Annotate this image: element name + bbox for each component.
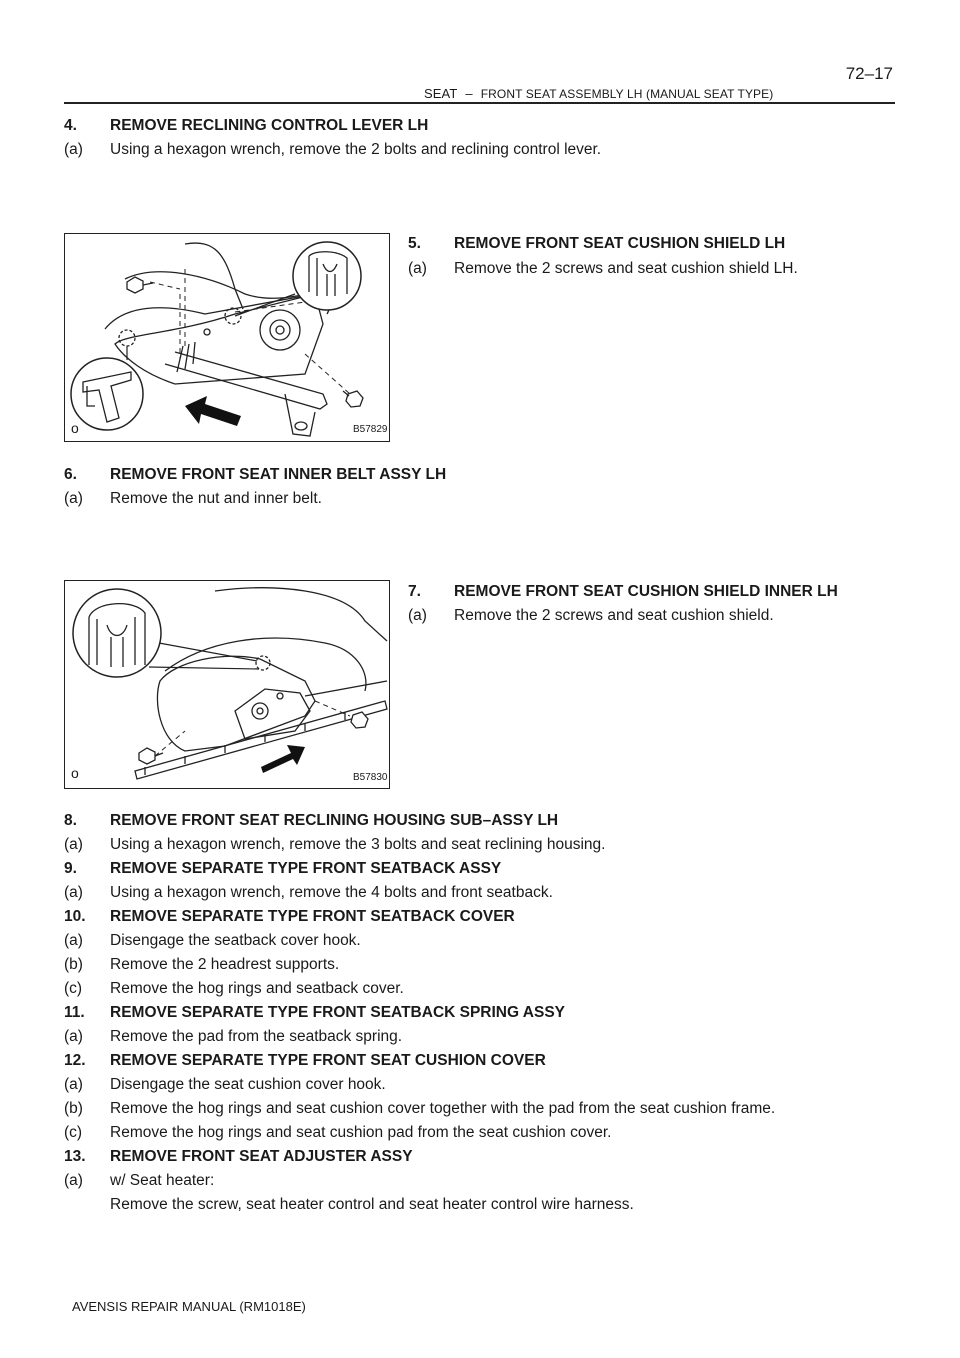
step-10c: (c) Remove the hog rings and seatback cover. bbox=[64, 980, 404, 997]
figure-cushion-shield bbox=[64, 233, 390, 442]
header-dash: – bbox=[465, 86, 473, 101]
step-9-heading: 9. REMOVE SEPARATE TYPE FRONT SEATBACK ASSY bbox=[64, 860, 502, 877]
step-11a: (a) Remove the pad from the seatback spring. bbox=[64, 1028, 403, 1045]
header-section: SEAT bbox=[424, 86, 458, 101]
step-6a: (a) Remove the nut and inner belt. bbox=[64, 490, 322, 507]
figure-code: B57829 bbox=[353, 424, 388, 435]
page-footer: AVENSIS REPAIR MANUAL (RM1018E) bbox=[72, 1299, 306, 1314]
step-4a: (a) Using a hexagon wrench, remove the 2 bolts and reclining control lever. bbox=[64, 141, 602, 158]
page-number: 72–17 bbox=[845, 64, 893, 83]
header-title bbox=[424, 86, 773, 101]
step-12c: (c) Remove the hog rings and seat cushion pad from the seat cushion cover. bbox=[64, 1124, 612, 1141]
step-6-heading: 6. REMOVE FRONT SEAT INNER BELT ASSY LH bbox=[64, 466, 447, 483]
step-13a-detail: Remove the screw, seat heater control and seat heater control wire harness. bbox=[110, 1196, 634, 1213]
header-subtitle: FRONT SEAT ASSEMBLY LH (MANUAL SEAT TYPE) bbox=[480, 87, 774, 101]
step-5-heading: 5. REMOVE FRONT SEAT CUSHION SHIELD LH bbox=[408, 235, 786, 252]
step-7a: (a) Remove the 2 screws and seat cushion shield. bbox=[408, 607, 774, 624]
step-8a: (a) Using a hexagon wrench, remove the 3 bolts and seat reclining housing. bbox=[64, 836, 606, 853]
step-12a: (a) Disengage the seat cushion cover hook. bbox=[64, 1076, 386, 1093]
step-11-heading: 11. REMOVE SEPARATE TYPE FRONT SEATBACK SPRING ASSY bbox=[64, 1004, 566, 1021]
figure-mark: o bbox=[71, 765, 79, 781]
figure-cushion-shield-inner-drawing bbox=[65, 581, 389, 788]
step-8-heading: 8. REMOVE FRONT SEAT RECLINING HOUSING SUB–ASSY LH bbox=[64, 812, 559, 829]
step-12-heading: 12. REMOVE SEPARATE TYPE FRONT SEAT CUSHION COVER bbox=[64, 1052, 546, 1069]
step-13a: (a) w/ Seat heater: bbox=[64, 1172, 215, 1189]
step-9a: (a) Using a hexagon wrench, remove the 4 bolts and front seatback. bbox=[64, 884, 553, 901]
step-12b: (b) Remove the hog rings and seat cushion cover together with the pad from the seat cushion frame. bbox=[64, 1100, 776, 1117]
step-5a: (a) Remove the 2 screws and seat cushion shield LH. bbox=[408, 260, 798, 277]
step-4-heading: 4. REMOVE RECLINING CONTROL LEVER LH bbox=[64, 117, 429, 134]
step-10-heading: 10. REMOVE SEPARATE TYPE FRONT SEATBACK COVER bbox=[64, 908, 515, 925]
step-7-heading: 7. REMOVE FRONT SEAT CUSHION SHIELD INNER LH bbox=[408, 583, 838, 600]
step-13-heading: 13. REMOVE FRONT SEAT ADJUSTER ASSY bbox=[64, 1148, 413, 1165]
figure-code: B57830 bbox=[353, 772, 388, 783]
step-10b: (b) Remove the 2 headrest supports. bbox=[64, 956, 340, 973]
page-header bbox=[64, 60, 895, 104]
step-10a: (a) Disengage the seatback cover hook. bbox=[64, 932, 361, 949]
figure-mark: o bbox=[71, 420, 79, 436]
figure-cushion-shield-drawing bbox=[65, 234, 389, 441]
figure-cushion-shield-inner bbox=[64, 580, 390, 789]
